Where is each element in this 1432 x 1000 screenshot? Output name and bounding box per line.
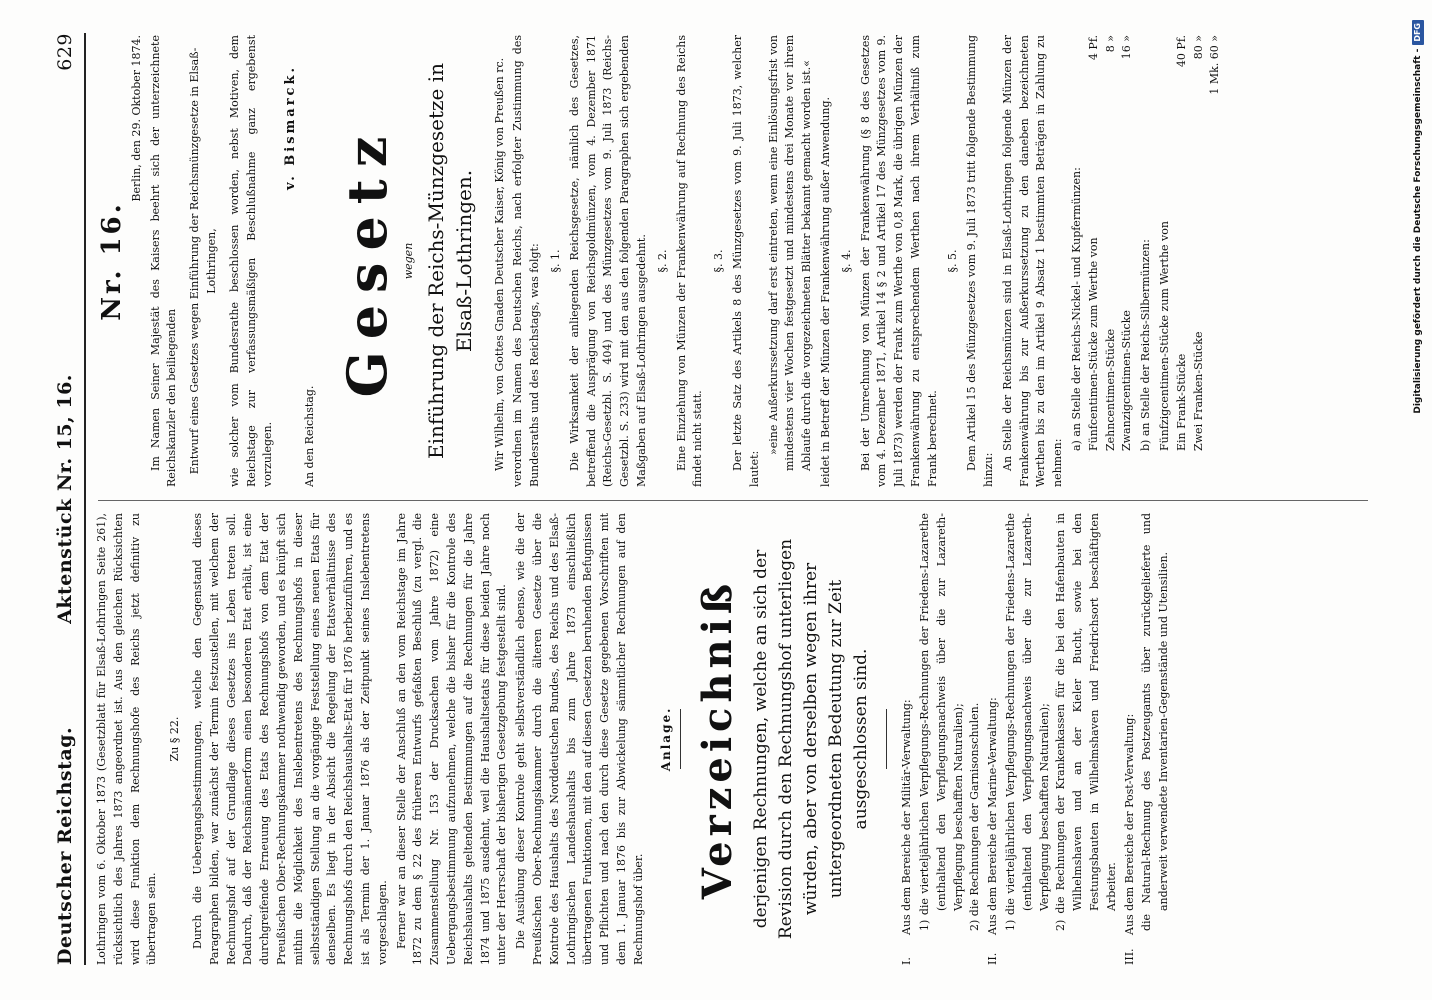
dfg-logo: DFG: [1412, 20, 1424, 45]
section-number: §. 3.: [712, 249, 726, 273]
gesetz-title: Gesetz: [334, 124, 399, 398]
coin-subheading: Fünfzigcentimen-Stücke zum Werthe von: [1158, 221, 1172, 451]
coin-group-heading: b) an Stelle der Reichs-Silbermünzen:: [1139, 239, 1153, 451]
coin-row: [1174, 35, 1191, 487]
gesetz-subtitle: Einführung der Reichs-Münzgesetze in Elsaß-Lothringen.: [423, 62, 476, 460]
coin-value: 16 »: [1120, 35, 1134, 60]
list-item: 2) die Rechnungen der Krankenkassen für die bei den Hafenbauten in Wilhelmshaven und an der Kieler Bucht, sowie bei den Festungsbauten in Wilhelmshaven und Friedrichsort beschäftigten Arbeiter.: [1054, 513, 1118, 931]
column-divider: [98, 500, 1368, 501]
intro-paragraph: Im Namen Seiner Majestät des Kaisers beehrt sich der unterzeichnete Reichskanzler den beiliegenden: [148, 35, 179, 487]
signature: v. Bismarck.: [283, 65, 299, 191]
section-number: §. 5.: [946, 249, 960, 273]
coin-label: Zwanzigcentimen-Stücke: [1120, 310, 1134, 451]
coin-row: [1207, 35, 1224, 487]
divider: [886, 709, 887, 769]
section-number: §. 1.: [548, 249, 562, 273]
intro-rest: wie solcher vom Bundesrathe beschlossen worden, nebst Motiven, dem Reichstage zur verfassungsmäßigen Beschlußnahme ganz ergebenst vorzulegen.: [227, 35, 275, 487]
header-document-title: Aktenstück Nr. 15, 16.: [54, 374, 76, 624]
list-number: I.: [900, 957, 914, 965]
section-heading: Zu § 22.: [168, 716, 182, 762]
paragraph: Ferner war an dieser Stelle der Anschluß an den vom Reichstage im Jahre 1872 zu dem § 22 des früheren Entwurfs gefaßten Beschluß (zu vergl. die Zusammenstellung Nr. 153 der Drucksachen vom Jahre 1872) eine Uebergangsbestimmung aufzunehmen, welche die bisher für die Kontrole des Reichshaushalts geltenden Bestimmungen auf die Rechnungen für die Jahre 1874 und 1875 ausdehnt, weil die Haushaltsetats für diese beiden Jahre noch unter der Herrschaft der bisherigen Gesetzgebung festgestellt sind.: [394, 513, 509, 965]
coin-row: [1103, 35, 1120, 487]
coin-row: [1086, 35, 1103, 487]
paragraph: Durch die Uebergangsbestimmungen, welche den Gegenstand dieses Paragraphen bilden, war zunächst der Termin festzustellen, mit welchem der Rechnungshof auf der Grundlage dieses Gesetzes ins Leben treten soll. Dadurch, daß der Reichsmännerform einen besonderen Etat erhält, ist eine durchgreifende Erneuung des Etats des Rechnungshofs von dem Etat der Preußischen Ober-Rechnungskammer nothwendig geworden, und es knüpft sich mithin die Möglichkeit des Inslebentretens des Rechnungshofs in dieser selbstständigen Stellung an die vorgängige Feststellung eines neuen Etats für denselben. Es liegt in der Absicht die Regelung der Etatsverhältnisse des Rechnungshofs durch den Reichshaushalts-Etat für 1876 herbeizuführen, und es ist als Termin der 1. Januar 1876 als der Zeitpunkt seines Inslebentretens vorgeschlagen.: [190, 513, 389, 965]
coin-label: Zwei Franken-Stücke: [1191, 331, 1205, 451]
coin-label: Zehncentimen-Stücke: [1103, 328, 1117, 451]
verzeichnis-list: [899, 513, 1173, 965]
digitization-credit: [1412, 20, 1424, 980]
preamble-continued: verordnen im Namen des Deutschen Reichs, nach erfolgter Zustimmung des Bundesraths und des Reichstags, was folgt:: [511, 35, 542, 487]
section-text: Der letzte Satz des Artikels 8 des Münzgesetzes vom 9. Juli 1873, welcher lautet:: [730, 35, 761, 487]
page-number: 629: [54, 33, 76, 71]
opening-paragraph: Lothringen vom 6. Oktober 1873 (Gesetzblatt für Elsaß-Lothringen Seite 261), rücksichtlich des Jahres 1873 angeordnet ist. Aus den gleichen Rücksichten wird diese Funktion dem Rechnungshofe des Reichs jetzt definitiv zu übertragen sein.: [95, 513, 159, 965]
right-column: [94, 35, 1384, 487]
coin-row: [1191, 35, 1208, 487]
list-text: Aus dem Bereiche der Post-Verwaltung:: [1122, 713, 1136, 935]
rotated-page-content: [36, 15, 1396, 985]
list-number: III.: [1122, 948, 1136, 965]
divider: [680, 709, 681, 769]
digitization-credit-text: Digitalisierung gefördert durch die Deutsche Forschungsgemeinschaft -: [1413, 48, 1423, 414]
section-text: Dem Artikel 15 des Münzgesetzes vom 9. Juli 1873 tritt folgende Bestimmung hinzu:: [965, 35, 996, 487]
list-item: die Natural-Rechnung des Postzeugamts über zurückgelieferte und anderweit verwendete Inventarien-Gegenstände und Utensilien.: [1140, 513, 1171, 931]
gesetz-wegen: wegen: [401, 242, 415, 280]
anlage-heading: Anlage.: [658, 706, 673, 772]
page-header: [50, 33, 86, 965]
coin-row: [1119, 35, 1136, 487]
coin-value: 80 »: [1191, 35, 1205, 60]
paragraph: Die Ausübung dieser Kontrole geht selbstverständlich ebenso, wie die der Preußischen Ober-Rechnungskammer durch die älteren Gesetze über die Kontrole des Haushalts des Norddeutschen Bundes, des Reichs und des Elsaß-Lothringischen Landeshaushalts bis zum Jahre 1873 einschließlich übertragenen Funktionen, mit den auf diesen Gesetzen beruhenden Befugnissen und Pflichten und nach den durch diese Gesetze gegebenen Vorschriften mit dem 1. Januar 1876 bis zur Abwickelung sämmtlicher Rechnungen auf den Rechnungshof über.: [514, 513, 645, 965]
coin-value: 4 Pf.: [1086, 35, 1100, 61]
list-item: 1) die vierteljährlichen Verpflegungs-Rechnungen der Friedens-Lazarethe (enthaltend den Verpflegungsnachweis über die zur Lazareth-Verpflegung beschafften Naturalien);: [1004, 513, 1051, 931]
left-column: [94, 513, 1384, 965]
list-item: [1122, 513, 1139, 965]
preamble: Wir Wilhelm, von Gottes Gnaden Deutscher Kaiser, König von Preußen rc.: [492, 57, 506, 471]
section-text: An Stelle der Reichsmünzen sind in Elsaß-Lothringen folgende Münzen der Frankenwährung bis zur Außerkurssetzung zu den daneben bezeichneten Werthen bis zu den im Artikel 9 Absatz 1 bestimmten Beträgen in Zahlung zu nehmen:: [1000, 35, 1065, 487]
coin-label: Ein Frank-Stücke: [1174, 353, 1188, 451]
list-text: Aus dem Bereiche der Marine-Verwaltung:: [986, 697, 1000, 935]
section-text: Eine Einziehung von Münzen der Frankenwährung auf Rechnung des Reichs findet nicht statt.: [674, 35, 705, 487]
bill-title-line: Entwurf eines Gesetzes wegen Einführung der Reichsmünzgesetze in Elsaß-Lothringen,: [188, 47, 218, 475]
coin-group-heading: a) an Stelle der Reichs-Nickel- und Kupfermünzen:: [1070, 167, 1084, 451]
coin-value: 40 Pf.: [1174, 35, 1188, 68]
date-line: Berlin, den 29. Oktober 1874.: [129, 35, 143, 202]
list-item: 1) die vierteljährlichen Verpflegungs-Rechnungen der Friedens-Lazarethe (enthaltend den Verpflegungsnachweis über die zur Lazareth-Verpflegung beschafften Naturalien);: [918, 513, 965, 931]
verzeichnis-title: Verzeichniß: [694, 578, 742, 900]
coin-label: [1207, 135, 1224, 451]
header-left-title: Deutscher Reichstag.: [54, 726, 76, 965]
list-item: [899, 513, 916, 965]
list-number: II.: [986, 952, 1000, 965]
coin-label: Fünfcentimen-Stücke zum Werthe von: [1086, 237, 1100, 451]
list-item: [985, 513, 1002, 965]
list-item: 2) die Rechnungen der Garnisonschulen.: [968, 702, 982, 931]
section-number: §. 4.: [839, 249, 853, 273]
coin-value: 8 »: [1103, 35, 1117, 53]
document-number-heading: Nr. 16.: [97, 201, 127, 321]
coin-value: 1 Mk. 60 »: [1208, 35, 1222, 95]
verzeichnis-subtitle: derjenigen Rechnungen, welche an sich der Revision durch den Rechnungshof unterliegen würden, aber von derselben wegen ihrer untergeordneten Bedeutung zur Zeit ausgeschlossen sind.: [751, 538, 872, 940]
section-text: Bei der Umrechnung von Münzen der Frankenwährung (§ 8 des Gesetzes vom 4. Dezember 1871, Artikel 14 § 2 und Artikel 17 des Münzgesetzes vom 9. Juli 1873) werden der Frank zum Werthe von 0,8 Mark, die übrigen Münzen der Frankenwährung zu entsprechendem Werthen nach ihrem Verhältniß zum Frank berechnet.: [858, 35, 939, 487]
addressee: An den Reichstag.: [302, 385, 316, 487]
section-text: Die Wirksamkeit der anliegenden Reichsgesetze, nämlich des Gesetzes, betreffend die Ausprägung von Reichsgoldmünzen, vom 4. Dezember 1871 (Reichs-Gesetzbl. S. 404) und des Münzgesetzes vom 9. Juli 1873 (Reichs-Gesetzbl. S. 233) wird mit den aus den folgenden Paragraphen sich ergebenden Maßgaben auf Elsaß-Lothringen ausgedehnt.: [567, 35, 648, 487]
section-number: §. 2.: [655, 249, 669, 273]
quoted-text: »eine Außerkurssetzung darf erst eintreten, wenn eine Einlösungsfrist von mindestens vier Wochen festgesetzt und mindestens drei Monate vor ihrem Ablaufe durch die vorgezeichneten Blätter bekannt gemacht worden ist.«: [766, 35, 814, 471]
list-text: Aus dem Bereiche der Militär-Verwaltung:: [900, 699, 914, 935]
section-text: leidet in Betreff der Münzen der Frankenwährung außer Anwendung.: [818, 97, 832, 487]
